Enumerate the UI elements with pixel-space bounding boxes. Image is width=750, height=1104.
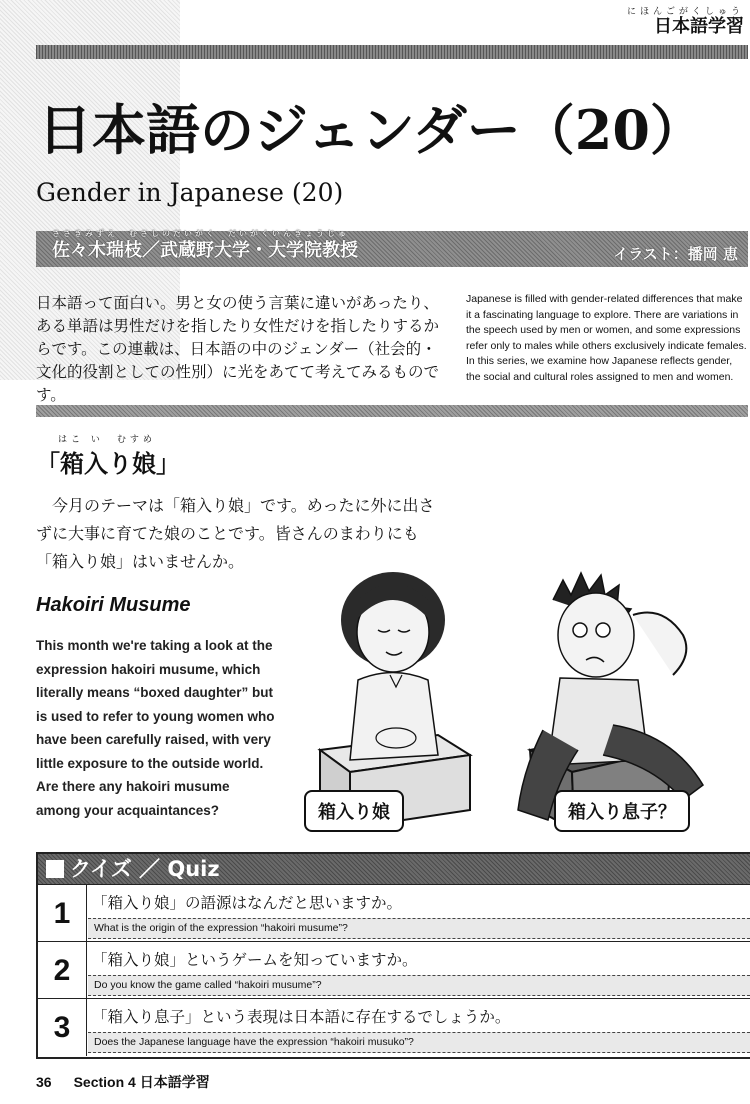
quiz-item-number: 1 <box>38 885 87 942</box>
quiz-item <box>38 998 750 1056</box>
section-tag-ruby: にほんごがくしゅう <box>626 7 744 17</box>
section-body-japanese-text: 今月のテーマは「箱入り娘」です。めったに外に出さずに大事に育てた娘のことです。皆さんのまわりにも「箱入り娘」はいませんか。 <box>36 496 435 571</box>
section-tag-label: 日本語学習 <box>654 16 744 37</box>
intro-english: Japanese is filled with gender-related differences that make it a fascinating language to explore. There are variations in the speech used by men or women, and some expressions refer only to males while others exclusively indicate females. In this series, we examine how Japanese reflects gender, the social and cultural roles assigned to men and women. <box>466 293 747 383</box>
section-title-ruby: はこ い むすめ <box>58 435 156 445</box>
section-tag <box>627 4 744 37</box>
header-rule <box>36 45 748 59</box>
byline-author-name: 佐々木瑞枝／武蔵野大学・大学院教授 <box>52 240 358 261</box>
quiz-item-question-en: What is the origin of the expression “hakoiri musume”? <box>88 918 750 939</box>
label-hakoiri-musuko: 箱入り息子？ <box>554 790 690 832</box>
page-footer <box>36 1072 210 1092</box>
quiz-item-number: 3 <box>38 999 87 1056</box>
quiz-item-question-jp: 「箱入り娘」というゲームを知っていますか。 <box>92 951 418 969</box>
quiz-item-question-en: Does the Japanese language have the expression “hakoiri musuko”? <box>88 1032 750 1053</box>
page-number: 36 <box>36 1074 52 1090</box>
quiz-heading-text: クイズ ／ Quiz <box>70 857 220 881</box>
quiz-item <box>38 941 750 999</box>
byline-author <box>52 229 358 262</box>
byline-author-ruby: ささきみずえ むさしのだいがく だいがくいんきょうじゅ <box>52 229 349 238</box>
intro-japanese: 日本語って面白い。男と女の使う言葉に違いがあったり、ある単語は男性だけを指したり女性だけを指したりするからです。この連載は、日本語の中のジェンダー（社会的・文化的役割としての性別）に光をあてて考えてみるものです。 <box>36 294 440 404</box>
quiz-heading <box>38 854 750 884</box>
quiz-item <box>38 884 750 942</box>
quiz-box <box>36 852 750 1059</box>
square-icon <box>46 860 64 878</box>
english-body: This month we're taking a look at the expression hakoiri musume, which literally means “boxed daughter” but is used to refer to young women who have been carefully raised, with very little exposure to the outside world. Are there any hakoiri musume among your acquaintances? <box>36 638 275 818</box>
illustration <box>298 560 748 850</box>
english-heading: Hakoiri Musume <box>36 594 191 616</box>
quiz-item-question-jp: 「箱入り娘」の語源はなんだと思いますか。 <box>92 894 403 912</box>
label-hakoiri-musume: 箱入り娘 <box>304 790 404 832</box>
section-title: 「箱入り娘」 <box>36 449 180 478</box>
page-title: 日本語のジェンダー（20） <box>38 98 704 162</box>
quiz-item-question-en: Do you know the game called “hakoiri musume”? <box>88 975 750 996</box>
footer-section: Section 4 日本語学習 <box>73 1074 210 1090</box>
quiz-item-question-jp: 「箱入り息子」という表現は日本語に存在するでしょうか。 <box>92 1008 511 1026</box>
quiz-item-number: 2 <box>38 942 87 999</box>
section-divider <box>36 405 748 417</box>
page-subtitle: Gender in Japanese (20) <box>36 178 344 207</box>
byline-illustrator: イラスト：播岡 恵 <box>613 245 738 263</box>
